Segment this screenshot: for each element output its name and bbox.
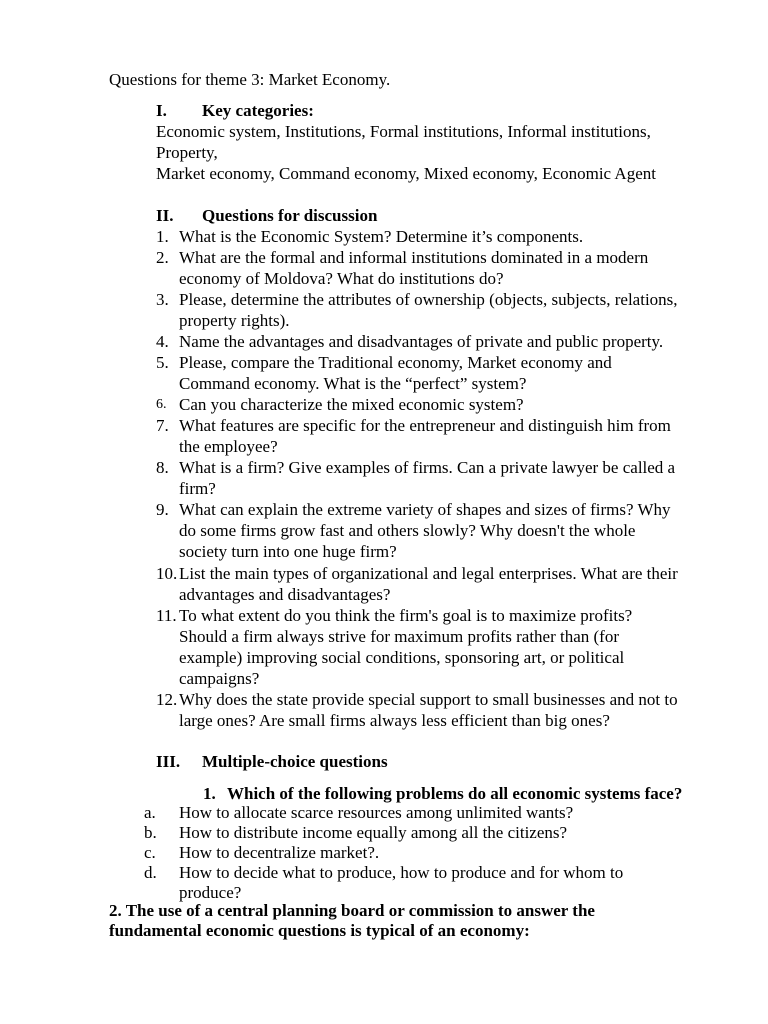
mc-question-1-number: 1. — [203, 784, 216, 803]
mc-question-2-line: 2. The use of a central planning board or commission to answer the — [109, 901, 595, 920]
discussion-question-number: 1. — [156, 227, 169, 246]
discussion-question-number: 11. — [156, 606, 177, 625]
discussion-question-text: Command economy. What is the “perfect” system? — [179, 374, 527, 393]
key-categories-line: Economic system, Institutions, Formal institutions, Informal institutions, — [156, 122, 651, 141]
discussion-question-text: What are the formal and informal institutions dominated in a modern — [179, 248, 649, 267]
section-3-heading: Multiple-choice questions — [202, 752, 388, 771]
discussion-question-number: 4. — [156, 332, 169, 351]
discussion-question-text: Please, compare the Traditional economy, Market economy and — [179, 353, 612, 372]
section-2-numeral: II. — [156, 206, 174, 225]
mc-option-letter: a. — [144, 803, 156, 822]
section-1-numeral: I. — [156, 101, 167, 120]
discussion-question-text: To what extent do you think the firm's goal is to maximize profits? — [179, 606, 633, 625]
mc-option-text: How to decentralize market?. — [179, 843, 380, 862]
discussion-question-number: 7. — [156, 416, 169, 435]
discussion-question-text: large ones? Are small firms always less efficient than big ones? — [179, 711, 610, 730]
section-1-heading: Key categories: — [202, 101, 314, 120]
discussion-question-number: 3. — [156, 290, 169, 309]
discussion-question-number: 6. — [156, 397, 167, 412]
discussion-question-text: advantages and disadvantages? — [179, 585, 391, 604]
mc-option-text: How to decide what to produce, how to produce and for whom to — [179, 863, 624, 882]
discussion-question-number: 2. — [156, 248, 169, 267]
key-categories-line: Market economy, Command economy, Mixed economy, Economic Agent — [156, 164, 656, 183]
discussion-question-text: Why does the state provide special support to small businesses and not to — [179, 690, 678, 709]
discussion-question-text: example) improving social conditions, sponsoring art, or political — [179, 648, 625, 667]
discussion-question-text: the employee? — [179, 437, 278, 456]
mc-option-text: How to allocate scarce resources among unlimited wants? — [179, 803, 574, 822]
mc-option-text: How to distribute income equally among all the citizens? — [179, 823, 568, 842]
discussion-question-text: property rights). — [179, 311, 290, 330]
discussion-question-number: 12. — [156, 690, 178, 709]
discussion-question-text: What is a firm? Give examples of firms. Can a private lawyer be called a — [179, 458, 676, 477]
discussion-question-text: What is the Economic System? Determine it’s components. — [179, 227, 584, 246]
discussion-question-text: Can you characterize the mixed economic system? — [179, 395, 524, 414]
mc-question-1-text: Which of the following problems do all economic systems face? — [227, 784, 683, 803]
key-categories-line: Property, — [156, 143, 218, 162]
discussion-question-text: Should a firm always strive for maximum profits rather than (for — [179, 627, 619, 646]
discussion-question-text: What features are specific for the entrepreneur and distinguish him from — [179, 416, 671, 435]
discussion-question-number: 10. — [156, 564, 178, 583]
discussion-question-text: Name the advantages and disadvantages of private and public property. — [179, 332, 664, 351]
discussion-question-text: campaigns? — [179, 669, 260, 688]
discussion-question-text: do some firms grow fast and others slowly? Why doesn't the whole — [179, 521, 636, 540]
mc-option-letter: b. — [144, 823, 157, 842]
discussion-question-text: society turn into one huge firm? — [179, 542, 397, 561]
section-2-heading: Questions for discussion — [202, 206, 378, 225]
discussion-question-text: economy of Moldova? What do institutions do? — [179, 269, 504, 288]
discussion-question-text: List the main types of organizational and legal enterprises. What are their — [179, 564, 678, 583]
mc-option-letter: c. — [144, 843, 156, 862]
discussion-question-number: 9. — [156, 500, 169, 519]
mc-question-2-line: fundamental economic questions is typical of an economy: — [109, 921, 530, 940]
page-title: Questions for theme 3: Market Economy. — [109, 70, 391, 89]
discussion-question-text: Please, determine the attributes of ownership (objects, subjects, relations, — [179, 290, 678, 309]
discussion-question-text: firm? — [179, 479, 216, 498]
discussion-question-text: What can explain the extreme variety of shapes and sizes of firms? Why — [179, 500, 671, 519]
discussion-question-number: 8. — [156, 458, 169, 477]
mc-option-letter: d. — [144, 863, 157, 882]
discussion-question-number: 5. — [156, 353, 169, 372]
mc-option-text: produce? — [179, 883, 242, 902]
section-3-numeral: III. — [156, 752, 181, 771]
